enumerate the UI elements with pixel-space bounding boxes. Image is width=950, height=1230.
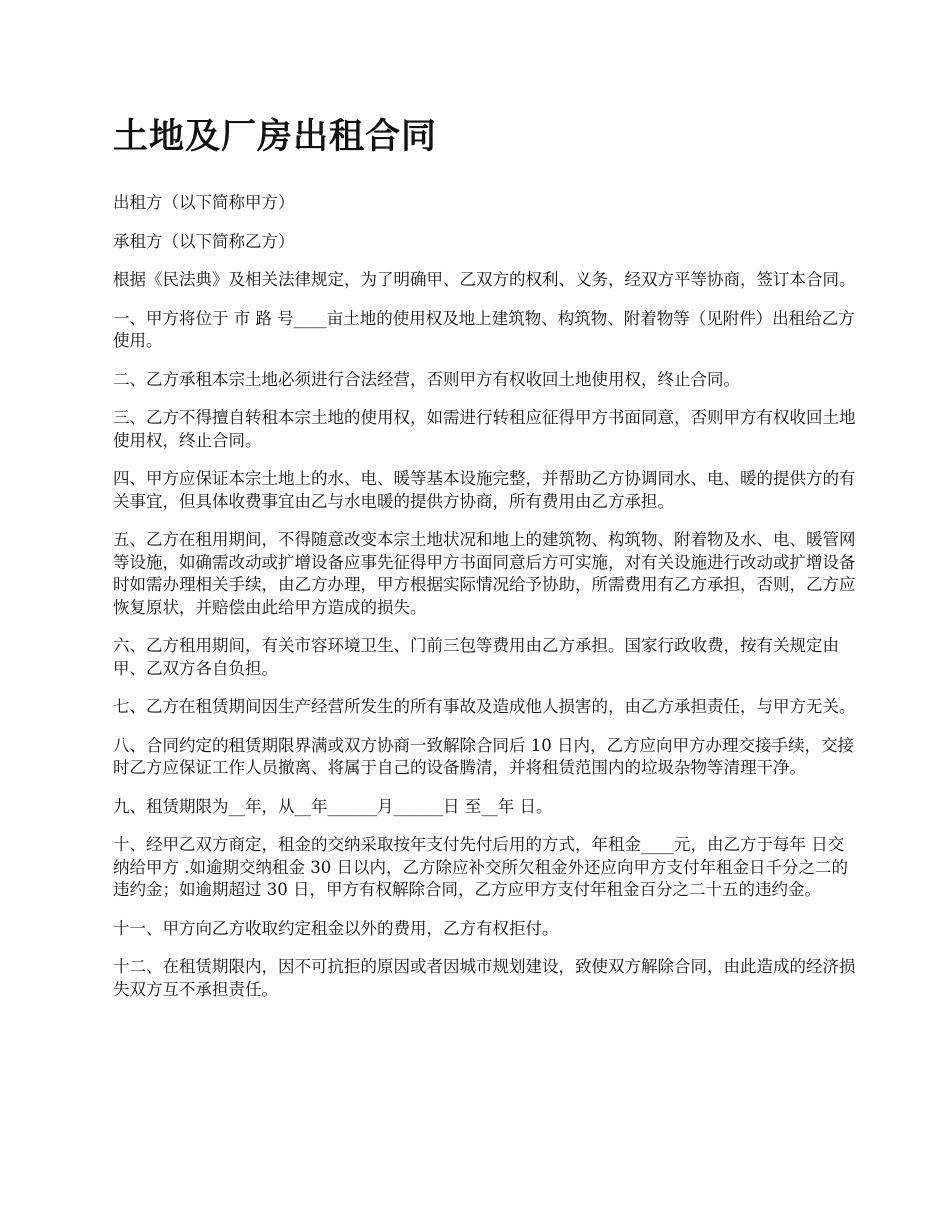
clause-7: 七、乙方在租赁期间因生产经营所发生的所有事故及造成他人损害的，由乙方承担责任，与甲方无关。 xyxy=(113,697,856,716)
preamble: 根据《民法典》及相关法律规定，为了明确甲、乙双方的权利、义务，经双方平等协商，签订本合同。 xyxy=(113,270,856,289)
clause-11: 十一、甲方向乙方收取约定租金以外的费用，乙方有权拒付。 xyxy=(113,918,559,938)
clause-10: 十、经甲乙双方商定，租金的交纳采取按年支付先付后用的方式，年租金____元，由乙方于每年 日交纳给甲方 .如逾期交纳租金 30 日以内，乙方除应补交所欠租金外还应向甲方支付年租金日千分之二的违约金；如逾期超过 30 日，甲方有权解除合同，乙方应甲方支付年租金百分之二十五的违约金。 xyxy=(113,835,848,899)
clause-6: 六、乙方租用期间，有关市容环境卫生、门前三包等费用由乙方承担。国家行政收费，按有关规定由甲、乙双方各自负担。 xyxy=(113,636,839,678)
clause-9: 九、租赁期限为__年，从__年______月______日 至__年 日。 xyxy=(113,796,553,816)
clause-1: 一、甲方将位于 市 路 号____亩土地的使用权及地上建筑物、构筑物、附着物等（见附件）出租给乙方使用。 xyxy=(113,308,855,350)
document-page xyxy=(113,112,858,1017)
party-lessee: 承租方（以下简称乙方） xyxy=(113,231,295,251)
clause-12: 十二、在租赁期限内，因不可抗拒的原因或者因城市规划建设，致使双方解除合同，由此造成的经济损失双方互不承担责任。 xyxy=(113,957,856,999)
clause-5: 五、乙方在租用期间，不得随意改变本宗土地状况和地上的建筑物、构筑物、附着物及水、电、暖管网等设施，如确需改动或扩增设备应事先征得甲方书面同意后方可实施，对有关设施进行改动或扩增设备时如需办理相关手续，由乙方办理，甲方根据实际情况给予协助，所需费用有乙方承担，否则，乙方应恢复原状，并赔偿由此给甲方造成的损失。 xyxy=(113,530,856,617)
document-title: 土地及厂房出租合同 xyxy=(113,116,438,157)
clause-2: 二、乙方承租本宗土地必须进行合法经营，否则甲方有权收回土地使用权，终止合同。 xyxy=(113,369,740,389)
clause-4: 四、甲方应保证本宗土地上的水、电、暖等基本设施完整，并帮助乙方协调同水、电、暖的提供方的有关事宜，但具体收费事宜由乙与水电暖的提供方协商，所有费用由乙方承担。 xyxy=(113,469,856,511)
clause-3: 三、乙方不得擅自转租本宗土地的使用权，如需进行转租应征得甲方书面同意，否则甲方有权收回土地使用权，终止合同。 xyxy=(113,408,856,450)
clause-8: 八、合同约定的租赁期限界满或双方协商一致解除合同后 10 日内，乙方应向甲方办理交接手续，交接时乙方应保证工作人员撤离、将属于自己的设备腾清，并将租赁范围内的垃圾杂物等清理干净。 xyxy=(113,735,854,777)
party-lessor: 出租方（以下简称甲方） xyxy=(113,193,295,212)
